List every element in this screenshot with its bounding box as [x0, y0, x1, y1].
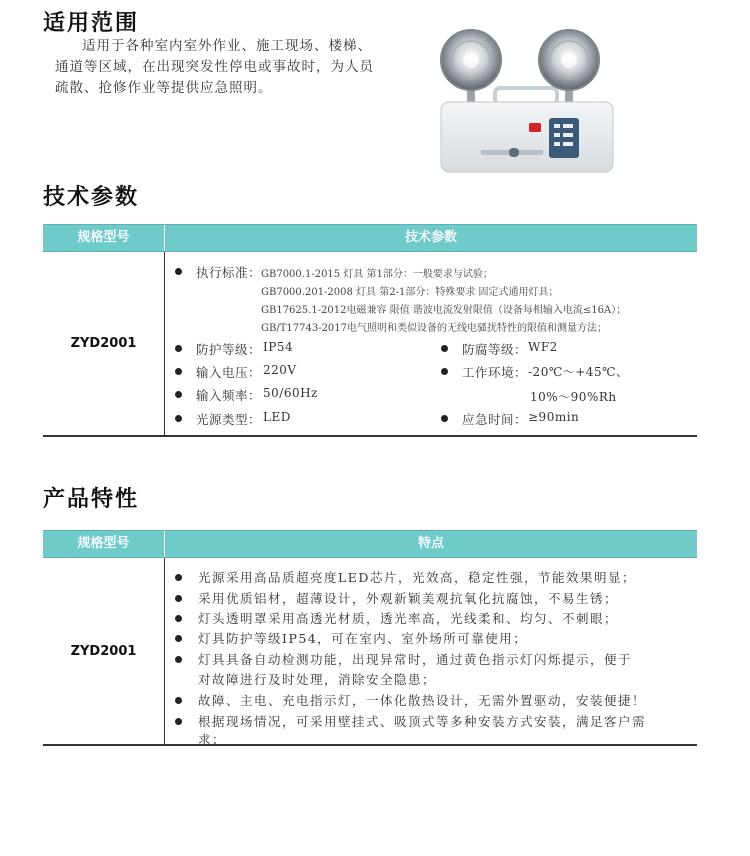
specs-col-params: 技术参数	[404, 230, 457, 245]
bullet	[175, 595, 182, 602]
light-source-value: LED	[263, 410, 291, 424]
bullet	[441, 368, 448, 375]
standard-line-1: GB7000.1-2015 灯具 第1部分：一般要求与试验；	[261, 269, 493, 280]
environment-label: 工作环境：	[462, 365, 528, 380]
features-col-model: 规格型号	[77, 536, 130, 551]
environment-temp-value: -20℃～+45℃、	[528, 365, 629, 379]
feature-line-2: 采用优质铝材，超薄设计，外观新颖美观抗氧化抗腐蚀，不易生锈；	[198, 591, 619, 606]
voltage-label: 输入电压：	[196, 365, 262, 380]
voltage-value: 220V	[263, 363, 297, 377]
features-title: 产品特性	[43, 487, 140, 512]
protection-label: 防护等级：	[196, 342, 262, 357]
bullet	[175, 656, 182, 663]
standard-line-3: GB17625.1-2012电磁兼容 限值 谐波电流发射限值（设备每相输入电流≤16A）；	[261, 305, 627, 316]
features-table	[43, 530, 697, 746]
light-source-label: 光源类型：	[196, 412, 262, 427]
scope-description: 适用于各种室内室外作业、施工现场、楼梯、通道等区域，在出现突发性停电或事故时，为人员疏散、抢修作业等提供应急照明。	[55, 38, 374, 96]
feature-line-3: 灯头透明罩采用高透光材质，透光率高，光线柔和、均匀、不刺眼；	[198, 611, 619, 626]
scope-title: 适用范围	[43, 11, 140, 36]
specs-table	[43, 224, 697, 437]
standard-line-2: GB7000.201-2008 灯具 第2-1部分：特殊要求 固定式通用灯具；	[261, 287, 559, 298]
features-model: ZYD2001	[70, 643, 137, 659]
features-content	[165, 558, 697, 747]
bullet	[175, 415, 182, 422]
bullet	[441, 345, 448, 352]
feature-line-6: 故障、主电、充电指示灯，一体化散热设计，无需外置驱动，安装便捷！	[198, 693, 647, 708]
bullet	[175, 345, 182, 352]
feature-line-4: 灯具防护等级IP54，可在室内、室外场所可靠使用；	[198, 631, 528, 646]
features-col-points: 特点	[417, 536, 444, 551]
bullet	[175, 268, 182, 275]
corrosion-value: WF2	[528, 340, 558, 354]
emergency-light-image	[437, 22, 617, 174]
features-table-header	[43, 530, 697, 558]
feature-line-5-cont: 对故障进行及时处理，消除安全隐患；	[198, 672, 437, 687]
bullet	[175, 574, 182, 581]
specs-title: 技术参数	[43, 185, 140, 210]
frequency-label: 输入频率：	[196, 388, 262, 403]
frequency-value: 50/60Hz	[263, 386, 318, 400]
bullet	[441, 415, 448, 422]
bullet	[175, 391, 182, 398]
bullet	[175, 368, 182, 375]
bullet	[175, 615, 182, 622]
bullet	[175, 635, 182, 642]
feature-line-7-cont: 求；	[198, 732, 227, 747]
corrosion-label: 防腐等级：	[462, 342, 528, 357]
standard-label: 执行标准：	[196, 265, 262, 280]
bullet	[175, 718, 182, 725]
feature-line-1: 光源采用高品质超亮度LED芯片，光效高，稳定性强，节能效果明显；	[198, 570, 636, 585]
specs-table-header	[43, 224, 697, 252]
environment-humidity-value: 10%～90%Rh	[530, 390, 617, 404]
specs-content	[165, 252, 697, 435]
emergency-value: ≥90min	[528, 410, 580, 424]
specs-model: ZYD2001	[70, 336, 137, 351]
protection-value: IP54	[263, 340, 294, 354]
specs-col-model: 规格型号	[77, 230, 130, 245]
standard-line-4: GB/T17743-2017电气照明和类似设备的无线电骚扰特性的限值和测量方法；	[261, 323, 608, 334]
emergency-label: 应急时间：	[462, 412, 528, 427]
feature-line-7: 根据现场情况，可采用壁挂式、吸顶式等多种安装方式安装，满足客户需	[198, 714, 647, 729]
feature-line-5: 灯具具备自动检测功能，出现异常时，通过黄色指示灯闪烁提示，便于	[198, 652, 633, 667]
bullet	[175, 697, 182, 704]
